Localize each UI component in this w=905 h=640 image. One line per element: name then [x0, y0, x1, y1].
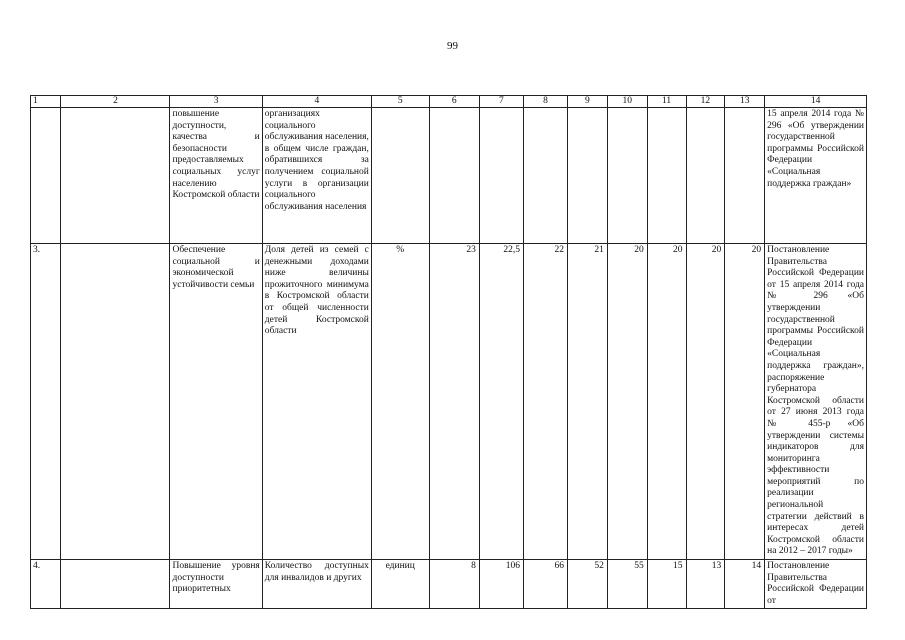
value-cell: 66 [523, 560, 567, 609]
header-cell: 9 [567, 96, 607, 108]
value-cell [725, 108, 765, 244]
header-cell: 7 [479, 96, 523, 108]
row-number [31, 108, 61, 244]
page-number: 99 [447, 40, 458, 52]
value-cell: 52 [567, 560, 607, 609]
header-cell: 14 [765, 96, 867, 108]
header-cell: 10 [607, 96, 647, 108]
goal-cell: повышение доступности, качества и безопасности предоставляемых социальных услуг населению Костромской области [170, 108, 262, 244]
header-cell: 3 [170, 96, 262, 108]
header-cell: 5 [371, 96, 429, 108]
value-cell [607, 108, 647, 244]
header-cell: 2 [61, 96, 170, 108]
row-number: 4. [31, 560, 61, 609]
header-cell: 8 [523, 96, 567, 108]
value-cell [567, 108, 607, 244]
value-cell [523, 108, 567, 244]
cell-col2 [61, 108, 170, 244]
value-cell: 22,5 [479, 244, 523, 560]
goal-cell: Обеспечение социальной и экономической устойчивости семьи [170, 244, 262, 560]
indicator-cell: организациях социального обслуживания населения, в общем числе граждан, обратившихся за получением социальной услуги в организации социального обслуживания населения [262, 108, 371, 244]
value-cell: 23 [429, 244, 479, 560]
value-cell: 21 [567, 244, 607, 560]
value-cell: 20 [607, 244, 647, 560]
header-row [31, 96, 867, 108]
table-row [31, 108, 867, 244]
value-cell: 13 [686, 560, 725, 609]
header-cell: 4 [262, 96, 371, 108]
value-cell: 14 [725, 560, 765, 609]
value-cell [429, 108, 479, 244]
value-cell: 20 [686, 244, 725, 560]
source-cell: Постановление Правительства Российской Федерации от 15 апреля 2014 года № 296 «Об утверждении государственной программы Российской Федерации «Социальная поддержка граждан», распоряжение губернатора Костромской области от 27 июня 2013 года № 455-р «Об утверждении системы индикаторов для мониторинга эффективности мероприятий по реализации региональной стратегии действий в интересах детей Костромской области на 2012 – 2017 годы» [765, 244, 867, 560]
header-cell: 12 [686, 96, 725, 108]
value-cell: 20 [647, 244, 686, 560]
header-cell: 1 [31, 96, 61, 108]
table-row [31, 560, 867, 609]
value-cell: 55 [607, 560, 647, 609]
unit-cell [371, 108, 429, 244]
cell-col2 [61, 244, 170, 560]
unit-cell: единиц [371, 560, 429, 609]
value-cell [479, 108, 523, 244]
unit-cell: % [371, 244, 429, 560]
value-cell: 106 [479, 560, 523, 609]
value-cell: 8 [429, 560, 479, 609]
table-row [31, 244, 867, 560]
header-cell: 6 [429, 96, 479, 108]
header-cell: 11 [647, 96, 686, 108]
value-cell [686, 108, 725, 244]
source-cell: Постановление Правительства Российской Федерации от [765, 560, 867, 609]
indicators-table [30, 95, 867, 609]
value-cell: 22 [523, 244, 567, 560]
value-cell [647, 108, 686, 244]
value-cell: 15 [647, 560, 686, 609]
goal-cell: Повышение уровня доступности приоритетных [170, 560, 262, 609]
value-cell: 20 [725, 244, 765, 560]
row-number: 3. [31, 244, 61, 560]
source-cell: 15 апреля 2014 года № 296 «Об утверждении государственной программы Российской Федерации «Социальная поддержка граждан» [765, 108, 867, 244]
cell-col2 [61, 560, 170, 609]
indicator-cell: Доля детей из семей с денежными доходами ниже величины прожиточного минимума в Костромской области от общей численности детей Костромской области [262, 244, 371, 560]
header-cell: 13 [725, 96, 765, 108]
indicator-cell: Количество доступных для инвалидов и других [262, 560, 371, 609]
